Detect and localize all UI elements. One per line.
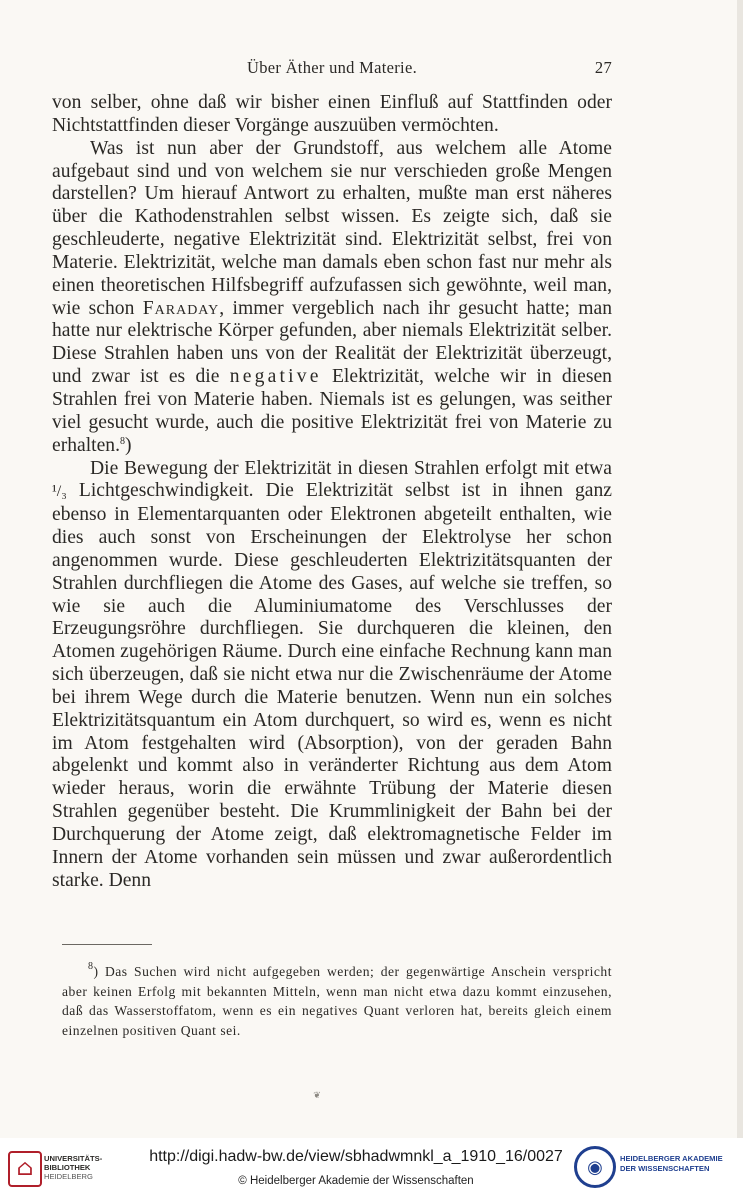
academy-name-line-2: DER WISSENSCHAFTEN [620,1163,710,1173]
footnote-text: ) Das Suchen wird nicht aufgegeben werden; der gegenwärtige Anschein verspricht aber keinen Erfolg mit bekannten Mitteln, wenn man nicht etwa dazu kommt einzusehen, daß das Wasserstoffatom, wenn es ein negatives Quant verloren hat, bereits gleich einem einzelnen positiven Quant sei. [62,964,612,1038]
paragraph-1: von selber, ohne daß wir bisher einen Einfluß auf Stattfinden oder Nichtstattfinden dieser Vorgänge auszuüben vermöchten. [52,92,612,136]
page-number: 27 [594,58,612,77]
paragraph-2-part-b: , immer vergeblich nach ihr gesucht hatte; man hatte nur elektrische Körper gefunden, aber niemals Elektrizität selber. Diese Strahlen haben uns von der Realität der Elektrizität überzeugt, und zwar ist es die [52,297,613,388]
page-header [52,58,612,82]
running-title: Über Äther und Materie. [246,58,417,77]
document-url-link[interactable]: http://digi.hadw-bw.de/view/sbhadwmnkl_a_1910_16/0027 [149,1148,563,1165]
library-name-line-3: HEIDELBERG [44,1172,93,1181]
fraction-one-third: ¹/₃ [52,483,67,501]
emphasis-negative: negative [229,366,322,388]
ornament-icon: ❦ [313,1090,321,1100]
library-name-line-2: BIBLIOTHEK [44,1163,91,1172]
paragraph-2 [52,138,612,458]
body-text [52,92,612,893]
footnote-divider [62,944,152,945]
footnote-mark: 8 [88,961,94,972]
footnote-reference: 8 [120,435,125,447]
name-faraday: Faraday [142,297,220,319]
library-name[interactable] [44,1154,102,1181]
paragraph-2-part-a: Was ist nun aber der Grundstoff, aus welchem alle Atome aufgebaut sind und von welchem sie nur verschieden große Mengen darstellen? Um hierauf Antwort zu erhalten, mußte man erst näheres über die Kathodenstrahlen selbst wissen. Es zeigte sich, daß sie geschleuderte, negative Elektrizität sind. Elektrizität selbst, frei von Materie. Elektrizität, welche man damals eben schon fast nur mehr als einen theoretischen Hilfsbegriff aufzufassen sich gewöhnte, weil man, wie schon [52,137,612,319]
viewer-footer [0,1138,743,1196]
paragraph-2-part-c: Elektrizität, welche wir in diesen Strahlen frei von Materie haben. Niemals ist es gelungen, was seither viel gesucht wurde, auch die positive Elektrizität frei von Materie zu erhalten. [52,366,612,456]
paragraph-2-close: ) [125,434,132,456]
paragraph-3-part-b: Lichtgeschwindigkeit. Die Elektrizität selbst ist in ihnen ganz ebenso in Elementarquanten oder Elektronen abgeteilt enthalten, wie dies auch sonst von Erscheinungen der Elektrolyse her schon angenommen wurde. Diese geschleuderten Elektrizitätsquanten der Strahlen durchfliegen die Atome des Gases, auf welche sie treffen, so wie sie auch die Aluminiumatome des Verschlusses der Erzeugungsröhre durchfliegen. Sie durchqueren die kleinen, den Atomen zugehörigen Räume. Durch eine einfache Rechnung kann man sich überzeugen, daß sie nicht etwa nur die Zwischenräume der Atome bei ihrem Wege durch die Materie benutzen. Wenn nun ein solches Elektrizitätsquantum ein Atom durchquert, so wird es, wenn es nicht im Atom festgehalten wird (Absorption), von der geraden Bahn abgelenkt und kommt also in veränderter Richtung aus dem Atom wieder heraus, worin die erwähnte Trübung der Materie diesen Strahlen gegenüber besteht. Die Krummlinigkeit der Bahn bei der Durchquerung der Atome zeigt, daß elektromagnetische Felder im Innern der Atome vorhanden sein müssen und zwar außerordentlich starke. Denn [52,480,612,891]
library-name-line-1: UNIVERSITÄTS- [44,1154,103,1163]
paragraph-3 [52,458,612,893]
academy-name-line-1: HEIDELBERGER AKADEMIE [620,1154,723,1163]
academy-name[interactable] [620,1154,723,1173]
library-logo-icon[interactable]: ⌂ [8,1151,42,1187]
academy-seal-icon[interactable]: ◉ [574,1146,616,1188]
footnote [62,962,612,1040]
paragraph-3-part-a: Die Bewegung der Elektrizität in diesen Strahlen erfolgt mit etwa [90,457,612,479]
copyright-notice: © Heidelberger Akademie der Wissenschaften [238,1175,474,1187]
